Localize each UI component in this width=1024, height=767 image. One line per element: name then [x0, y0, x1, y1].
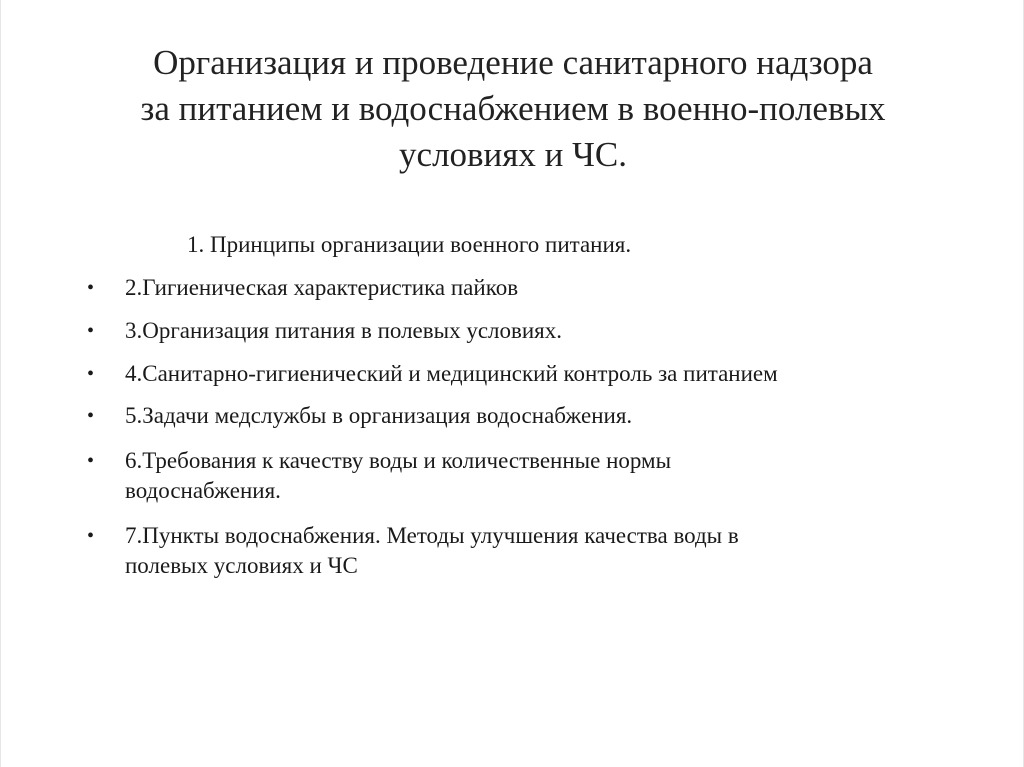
- list-item-text: 2.Гигиеническая характеристика пайков: [125, 275, 519, 300]
- list-item-text: 5.Задачи медслужбы в организация водоснабжения.: [125, 403, 633, 428]
- bullet-icon: •: [87, 277, 95, 299]
- bullet-icon: •: [87, 450, 95, 472]
- list-item-text: 3.Организация питания в полевых условиях.: [125, 318, 563, 343]
- bullet-icon: •: [87, 405, 95, 427]
- list-item-text: 7.Пункты водоснабжения. Методы улучшения качества воды в полевых условиях и ЧС: [125, 523, 739, 578]
- bullet-icon: •: [87, 363, 95, 385]
- slide-title-line-2: за питанием и водоснабжением в военно-полевых: [140, 89, 886, 128]
- list-item-text: 6.Требования к качеству воды и количественные нормы водоснабжения.: [125, 448, 672, 503]
- slide-title-line-3: условиях и ЧС.: [399, 135, 627, 174]
- bullet-icon: •: [87, 525, 95, 547]
- slide-title-line-1: Организация и проведение санитарного надзора: [153, 43, 873, 82]
- list-item-text: 4.Санитарно-гигиенический и медицинский контроль за питанием: [125, 361, 778, 386]
- topic-list: [1, 0, 1024, 767]
- list-item-1: [187, 230, 631, 260]
- list-item-text: 1. Принципы организации военного питания.: [187, 232, 632, 257]
- bullet-icon: •: [87, 320, 95, 342]
